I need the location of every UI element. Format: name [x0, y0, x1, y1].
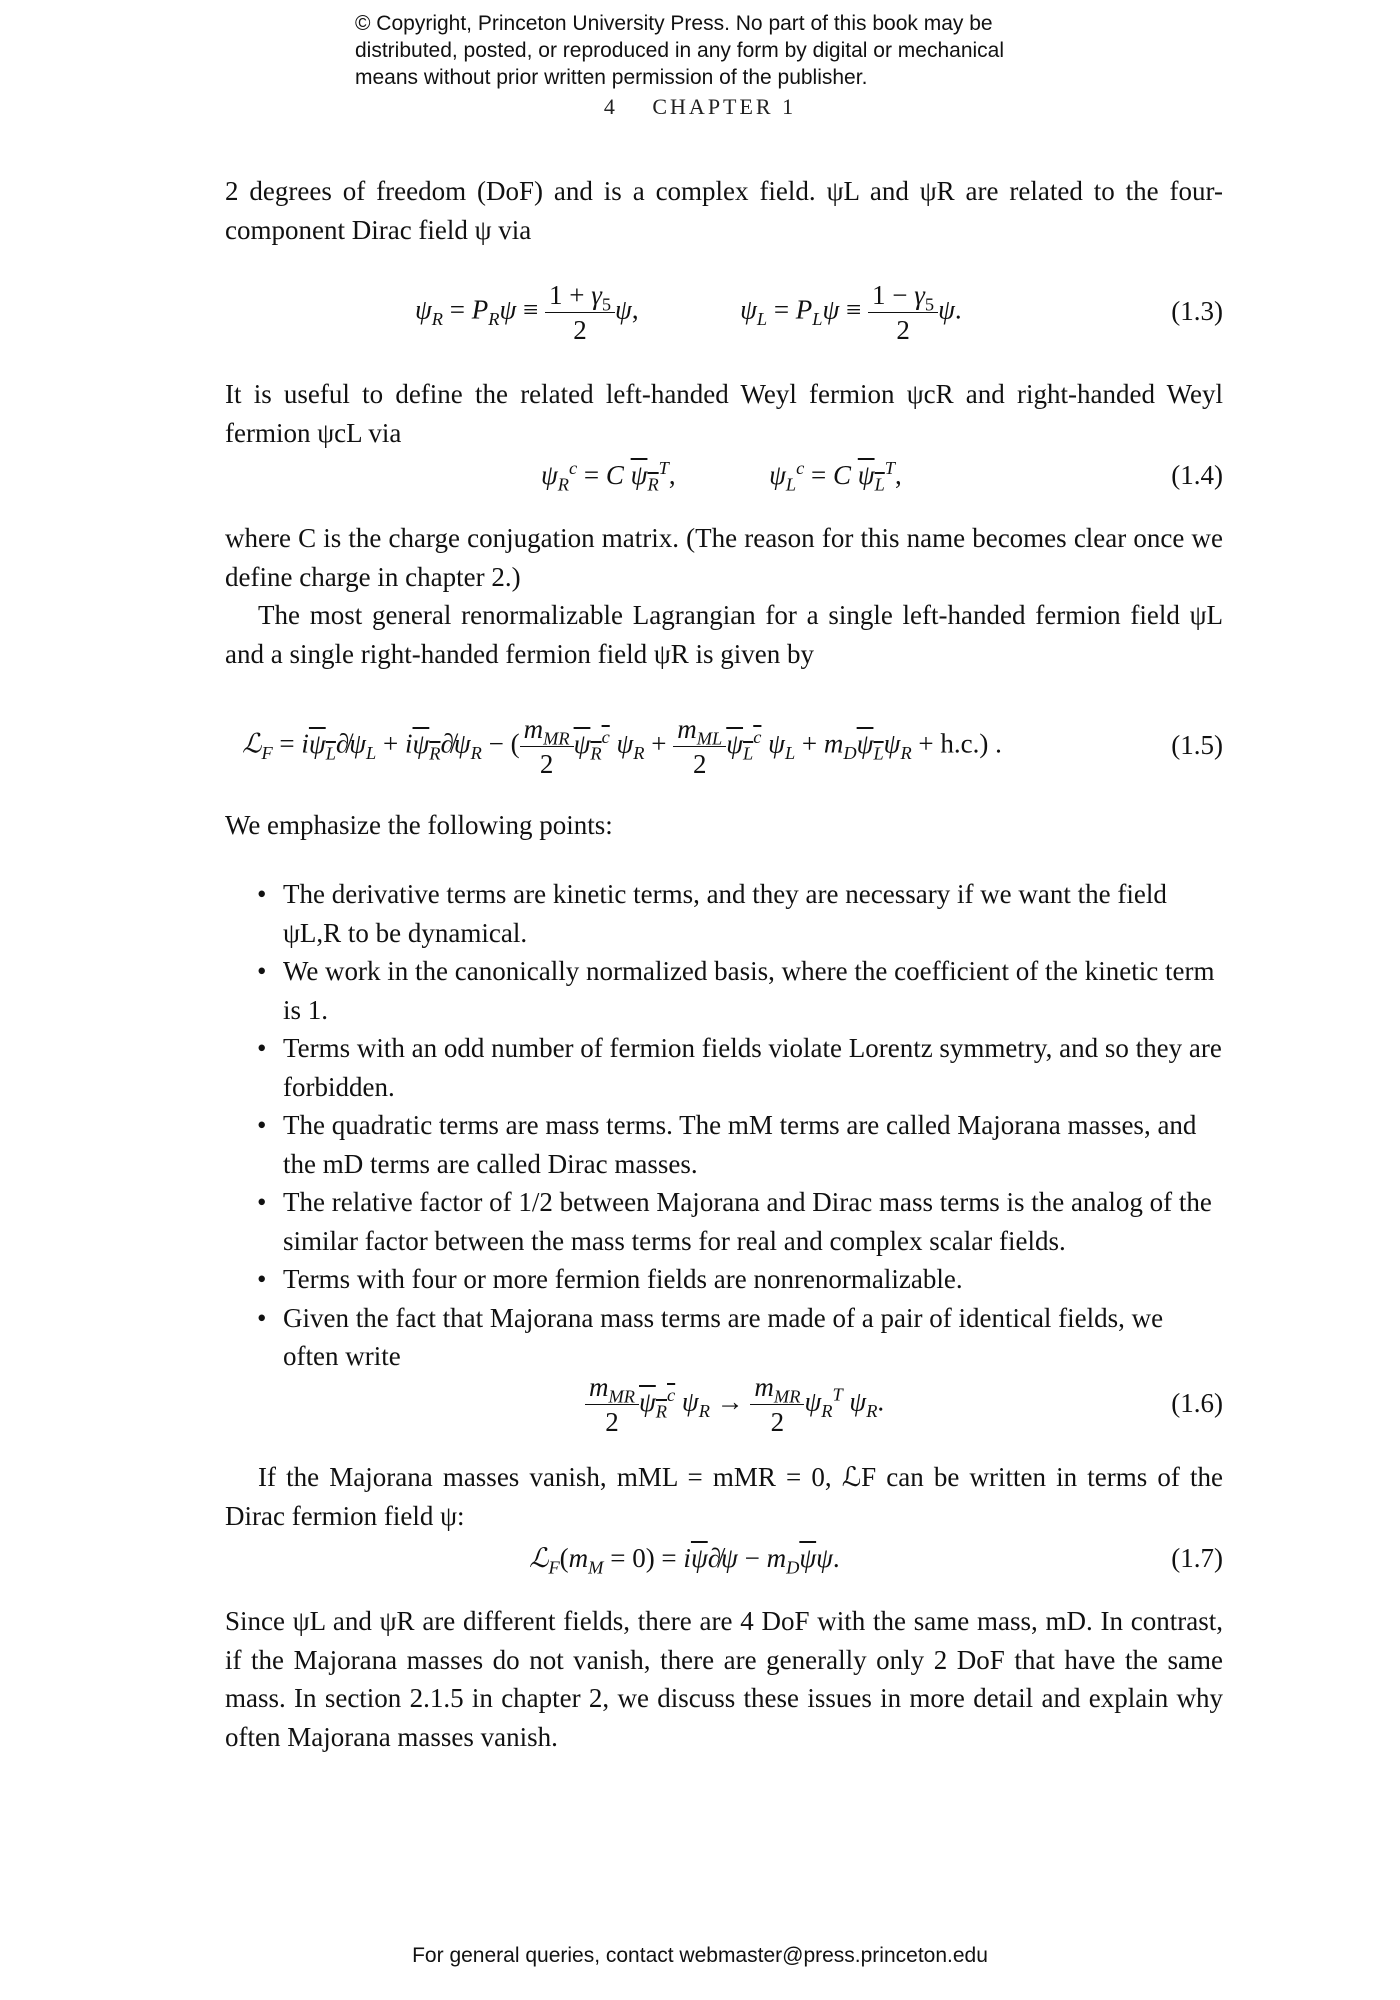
- equation-1-6: [225, 1370, 1223, 1450]
- copyright-notice: [355, 10, 1115, 91]
- copyright-line: distributed, posted, or reproduced in any form by digital or mechanical: [355, 39, 1005, 62]
- equation-content: $\psi_R^c = C$ $\psi_R^T$, $\psi_L^c = C$ $\psi_L^T$,: [541, 458, 902, 495]
- equation-number: (1.4): [1171, 460, 1223, 490]
- paragraph-3: [225, 519, 1223, 673]
- list-item: • The relative factor of 1/2 between Majorana and Dirac mass terms is the analog of the similar factor between the mass terms for real and complex scalar fields.: [258, 1183, 1224, 1260]
- paragraph-6: [225, 1458, 1223, 1535]
- chapter-label: CHAPTER 1: [652, 94, 797, 119]
- equation-number: (1.7): [1171, 1543, 1223, 1573]
- equation-content: $\frac{m_{MR}}{2}$ $\psi_R^c$ $\psi_R$ → $\frac{m_{MR}}{2}$ $\psi_R^T$ $\psi_R$.: [585, 1370, 884, 1439]
- equation-content: $ℒ_F(m_M = 0)$ = $i\overline{\psi}\partial̸\psi - m_D\overline{\psi}\psi$.: [529, 1543, 840, 1578]
- equation-1-4: [225, 460, 1223, 504]
- list-item: • The quadratic terms are mass terms. The mM terms are called Majorana masses, and the mD terms are called Dirac masses.: [258, 1106, 1224, 1183]
- running-head: [0, 94, 1400, 120]
- equation-1-5: [225, 712, 1223, 792]
- equation-number: (1.3): [1171, 296, 1223, 326]
- footer-contact: For general queries, contact webmaster@press.princeton.edu: [412, 1944, 988, 1967]
- copyright-line: means without prior written permission of the publisher.: [355, 66, 868, 89]
- copyright-line: © Copyright, Princeton University Press. No part of this book may be: [355, 12, 993, 35]
- equation-source-text: [0, 0, 1, 1]
- bullet-list: [258, 875, 1224, 1376]
- paragraph-text: It is useful to define the related left-handed Weyl fermion ψcR and right-handed Weyl fermion ψcL via: [225, 379, 1223, 448]
- paragraph-2: [225, 375, 1223, 452]
- list-item: • Terms with four or more fermion fields are nonrenormalizable.: [258, 1260, 1224, 1299]
- paragraph-5: [225, 806, 1223, 845]
- paragraph-text: The most general renormalizable Lagrangian for a single left-handed fermion field ψL and a single right-handed fermion field ψR is given by: [225, 600, 1223, 669]
- paragraph-text: where C is the charge conjugation matrix. (The reason for this name becomes clear once we define charge in chapter 2.): [225, 523, 1223, 592]
- list-item: • The derivative terms are kinetic terms, and they are necessary if we want the field ψL,R to be dynamical.: [258, 875, 1224, 952]
- equation-source: [0, 0, 1, 1]
- paragraph-text: Since ψL and ψR are different fields, there are 4 DoF with the same mass, mD. In contrast, if the Majorana masses do not vanish, there are generally only 2 DoF that have the same mass. In section 2.1.5 in chapter 2, we discuss these issues in more detail and explain why often Majorana masses vanish.: [225, 1606, 1223, 1752]
- paragraph-7: [225, 1602, 1223, 1756]
- paragraph-text: 2 degrees of freedom (DoF) and is a complex field. ψL and ψR are related to the four-component Dirac field ψ via: [225, 176, 1223, 245]
- list-item: • Terms with an odd number of fermion fields violate Lorentz symmetry, and so they are forbidden.: [258, 1029, 1224, 1106]
- equation-number: (1.5): [1171, 730, 1223, 760]
- list-item: • We work in the canonically normalized basis, where the coefficient of the kinetic term is 1.: [258, 952, 1224, 1029]
- equation-content: $\psi_R = P_R\psi$ ≡ $\frac{1 + \gamma_5}{2}$ ψ, $\psi_L = P_L\psi$ ≡ $\frac{1 - \gamma_5}{2}$ ψ.: [415, 280, 962, 345]
- paragraph-1: [225, 172, 1223, 249]
- equation-content: ℒ$_F$ = $i\psi_L\partial̸\psi_L$ + $i\psi_R\partial̸\psi_R$ − ( $\frac{m_{MR}}{2}$ $\psi_R^c$ $\psi_R$ + $\frac{m_{ML}}{2}$ $\psi_L^c$ $\psi_L + m_D\psi_L\psi_R + h.c$.) .: [242, 714, 1002, 779]
- equation-1-7: [225, 1543, 1223, 1587]
- equation-number: (1.6): [1171, 1388, 1223, 1418]
- list-item: • Given the fact that Majorana mass terms are made of a pair of identical fields, we often write: [258, 1299, 1224, 1376]
- paragraph-text: We emphasize the following points:: [225, 810, 613, 840]
- equation-1-3: [225, 278, 1223, 358]
- paragraph-text: If the Majorana masses vanish, mML = mMR = 0, ℒF can be written in terms of the Dirac fermion field ψ:: [225, 1462, 1223, 1531]
- page-number: 4: [603, 94, 617, 119]
